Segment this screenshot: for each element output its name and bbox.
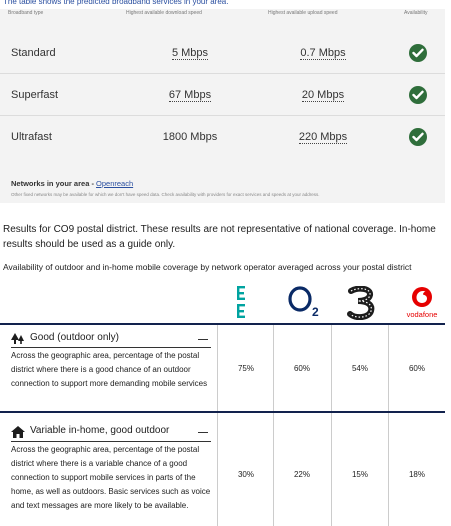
download-speed xyxy=(115,33,265,73)
coverage-title-underline xyxy=(11,347,211,348)
coverage-description: Across the geographic area, percentage of the postal district where there is a good chance of an outdoor connection to support more demanding mobile services xyxy=(11,351,208,388)
broadband-intro: The table shows the predicted broadband services in your area. xyxy=(3,0,229,6)
networks-label: Networks in your area - xyxy=(11,179,97,188)
check-circle-icon xyxy=(409,44,427,62)
ee-outdoor-value: 75% xyxy=(237,364,254,373)
table-top-rule xyxy=(0,323,445,325)
ee-logo-icon xyxy=(234,286,258,320)
upload-speed xyxy=(248,117,398,157)
three-logo-icon xyxy=(344,286,378,320)
table-row xyxy=(0,33,445,74)
ee-inhome-value: 30% xyxy=(237,470,254,479)
download-speed-value[interactable]: 67 Mbps xyxy=(168,89,212,101)
coverage-title: Variable in-home, good outdoor xyxy=(30,425,170,436)
vodafone-logo-icon xyxy=(400,286,444,320)
broadband-table xyxy=(0,9,445,203)
networks-note: Other fixed networks may be available for which we don't have speed data. Check availability with providers for exact services and speeds at your address. xyxy=(11,192,320,197)
availability-heading: Availability of outdoor and in-home mobile coverage by network operator averaged across your postal district xyxy=(3,262,412,272)
table-row xyxy=(0,117,445,157)
broadband-type-label: Superfast xyxy=(11,89,59,101)
check-circle-icon xyxy=(409,128,427,146)
svg-text:2: 2 xyxy=(312,305,319,319)
download-speed-value[interactable]: 5 Mbps xyxy=(171,47,209,59)
upload-speed xyxy=(248,75,398,115)
collapse-icon[interactable] xyxy=(198,432,208,433)
column-divider xyxy=(331,325,332,526)
coverage-title-underline xyxy=(11,441,211,442)
openreach-link[interactable]: Openreach xyxy=(96,179,134,188)
svg-text:vodafone: vodafone xyxy=(406,310,438,319)
broadband-type-label: Ultrafast xyxy=(11,131,52,143)
results-notice: Results for CO9 postal district. These results are not representative of national coverage. In-home results should be used as a guide only. xyxy=(3,224,436,250)
o2-logo-icon xyxy=(287,286,323,320)
upload-speed-value[interactable]: 220 Mbps xyxy=(298,131,348,143)
table-row xyxy=(0,75,445,116)
o2-outdoor-value: 60% xyxy=(293,364,310,373)
header-download-speed: Highest available download speed xyxy=(126,10,202,16)
download-speed xyxy=(115,75,265,115)
upload-speed xyxy=(248,33,398,73)
coverage-description: Across the geographic area, percentage of the postal district where there is a variable chance of a good connection to support mobile services in parts of the home, as well as outdoors. Basic services such as voice and text messages are more likely to be available. xyxy=(11,445,211,510)
collapse-icon[interactable] xyxy=(198,339,208,340)
check-circle-icon xyxy=(409,86,427,104)
download-speed-value: 1800 Mbps xyxy=(162,131,218,143)
networks-in-area xyxy=(11,179,133,188)
vodafone-outdoor-value: 60% xyxy=(408,364,425,373)
o2-inhome-value: 22% xyxy=(293,470,310,479)
three-inhome-value: 15% xyxy=(351,470,368,479)
download-speed xyxy=(115,117,265,157)
header-availability: Availability xyxy=(404,10,428,16)
upload-speed-value[interactable]: 20 Mbps xyxy=(301,89,345,101)
header-upload-speed: Highest available upload speed xyxy=(268,10,338,16)
vodafone-inhome-value: 18% xyxy=(408,470,425,479)
upload-speed-value[interactable]: 0.7 Mbps xyxy=(300,47,346,59)
coverage-title: Good (outdoor only) xyxy=(30,332,119,343)
header-broadband-type: Broadband type xyxy=(8,10,44,16)
broadband-type-label: Standard xyxy=(11,47,56,59)
column-divider xyxy=(388,325,389,526)
column-divider xyxy=(273,325,274,526)
column-divider xyxy=(217,325,218,526)
row-separator xyxy=(0,411,445,413)
three-outdoor-value: 54% xyxy=(351,364,368,373)
